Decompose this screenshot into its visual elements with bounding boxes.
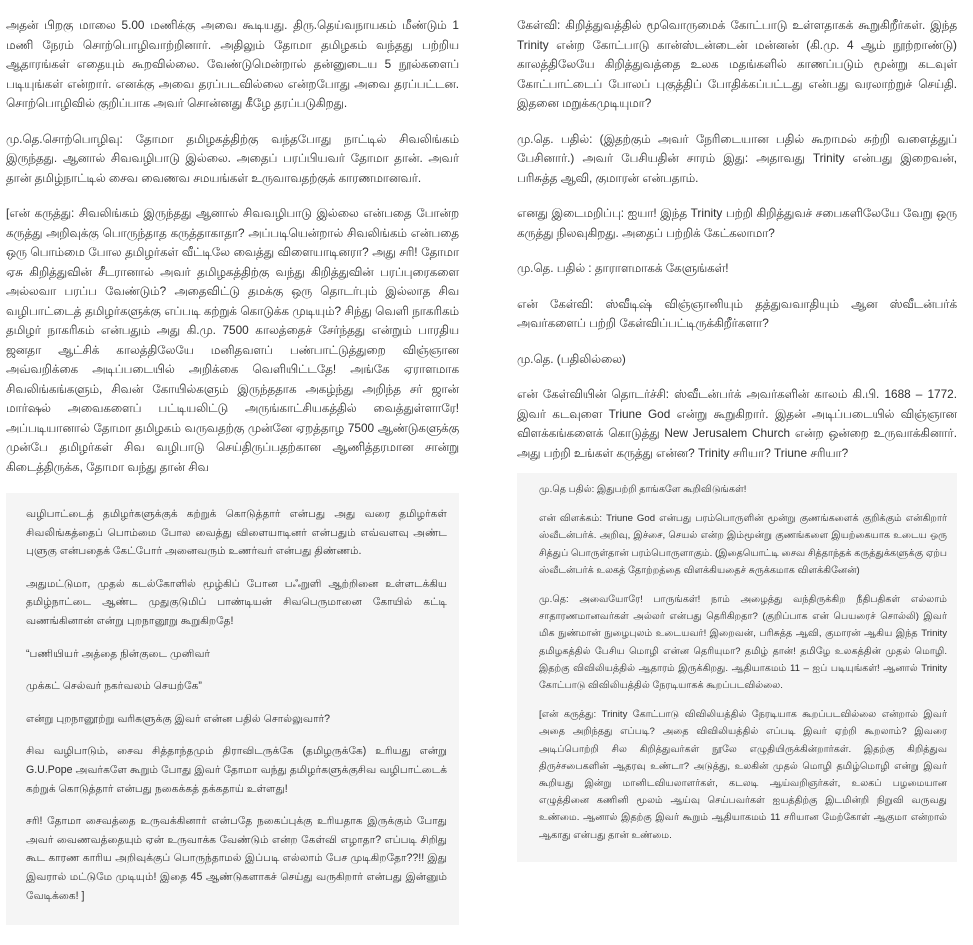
left-column xyxy=(6,16,459,925)
right-paragraph-3: எனது இடைமறிப்பு: ஐயா! இந்த Trinity பற்றி கிறித்துவச் சபைகளிலேயே வேறு ஒரு கருத்து நிலவுகிறது. அதைப் பற்றிக் கேட்கலாமா? xyxy=(517,206,957,240)
left-box-paragraph-1: வழிபாட்டைத் தமிழர்களுக்குக் கற்றுக் கொடுத்தார் என்பது அது வரை தமிழர்கள் சிவலிங்கத்தைப் பொம்மை போல வைத்து விளையாடினர் என்பதும் எவ்வளவு அண்ட புளுகு என்பதைக் கேட்போர் அனைவரும் உணர்வர் என்பது திண்ணம். xyxy=(26,508,447,558)
right-paragraph-1: கேள்வி: கிறித்துவத்தில் மூவொருமைக் கோட்பாடு உள்ளதாகக் கூறுகிறீர்கள். இந்த Trinity என்ற கோட்பாடு கான்ஸ்டன்டைன் மன்னன் (கி.மு. 4 ஆம் நூற்றாண்டு) காலத்திலேயே கிறித்துவத்தை உலக மதங்களில் காணப்படும் மூன்று கடவுள் கோட்பாட்டைப் போலப் புகுத்திப் போதிக்கப்பட்டது என்பது வரலாற்றுச் செய்தி. இதனை மறுக்கமுடியுமா? xyxy=(517,18,957,110)
left-box-quote-line-1: “பணியியர் அத்தை நின்குடை முனிவர் xyxy=(26,647,211,660)
right-box-paragraph-3: மு.தெ: அவையோரே! பாருங்கள்! நாம் அழைத்து வந்திருக்கிற நீதிபதிகள் எல்லாம் சாதாரணமானவர்கள் அல்லர் என்பது தெரிகிறதா? (குறிப்பாக என் பெயரைச் சொல்லி) இவர் மிக நுண்மான் நுழைபுலம் உடையவர்! இறைவன், பரிசுத்த ஆவி, குமாரன் ஆகிய இந்த Trinity தமிழகத்தில் பேசிய மொழி என்ன தெரியுமா? தமிழ் தான்! தமிழே உலகத்தின் முதல் மொழி. இதற்கு விவிலியத்தில் ஆதாரம் இருக்கிறது. ஆதியாகமம் 11 – ஐப் படியுங்கள்! ஆனால் Trinity கோட்பாடு விவிலியத்தில் நேரடியாகக் கூறப்படவில்லை. xyxy=(539,594,947,692)
right-box-paragraph-1: மு.தெ பதில்: இதுபற்றி தாங்களே கூறிவிடுங்கள்! xyxy=(539,484,747,495)
left-paragraph-3: [என் கருத்து: சிவலிங்கம் இருந்தது ஆனால் சிவவழிபாடு இல்லை என்பதை போன்ற கருத்து அறிவுக்கு பொருந்தாத கருத்தாகாதா? அப்படியென்றால் சிவலிங்கம் என்பதை ஒரு பொம்மை போல தமிழர்கள் வீட்டிலே வைத்து விளையாடினரா? அது சரி! தோமா ஏசு கிறித்துவின் சீடரானால் அவர் தமிழகத்திற்கு வந்து கிறித்துவின் பரப்புரைகளை அல்லவா பரப்ப வேண்டும்? அதைவிட்டு தமக்கு ஒரு தொடர்பும் இல்லாத சிவ வழிபாட்டைத் தமிழர்களுக்கு எப்படி கற்றுக் கொடுக்க முடியும்? சிந்து வெளி நாகரிகம் தமிழர் நாகரிகம் என்பதும் அது கி.மு. 7500 காலத்தைச் சேர்ந்தது என்றும் பாரதிய ஜனதா ஆட்சிக் காலத்திலேயே மனிதவளப் பண்பாட்டுத்துறை விஞ்ஞான அவ்வறிக்கை அடிப்படையில் அறிக்கை வெளியிட்டதே! அங்கே ஏராளமாக சிவலிங்கங்களும், சிவன் கோயில்களும் இருந்ததாக அகழ்ந்து அறிந்த சர் ஜான் மார்ஷல் அவைகளைப் பட்டியலிட்டு அருங்காட்சியகத்தில் வைத்துள்ளாரே! அப்படியானால் தோமா தமிழகம் வருவதற்கு முன்னே ஏறத்தாழ 7500 ஆண்டுகளுக்கு முன்பே தமிழர்கள் சிவ வழிபாடு செய்திருப்பதற்கான ஆணித்தரமான சான்று கிடைத்திருக்க, தோமா வந்து தான் சிவ xyxy=(6,206,459,474)
left-paragraph-2: மு.தெ.சொற்பொழிவு: தோமா தமிழகத்திற்கு வந்தபோது நாட்டில் சிவலிங்கம் இருந்தது. ஆனால் சிவவழிபாடு இல்லை. அதைப் பரப்பியவர் தோமா தான். அவர் தான் தமிழ்நாட்டில் சைவ வைணவ சமயங்கள் உருவாவதற்குக் காரணமானவர். xyxy=(6,131,459,185)
right-paragraph-2: மு.தெ. பதில்: (இதற்கும் அவர் நேரிடையான பதில் கூறாமல் சுற்றி வளைத்துப் பேசினார்.) அவர் பேசியதின் சாரம் இது: அதாவது Trinity என்பது இறைவன், பரிசுத்த ஆவி, குமாரன் என்பதாம். xyxy=(517,131,957,185)
right-box-paragraph-4: [என் கருத்து: Trinity கோட்பாடு விவிலியத்தில் நேரடியாக கூறப்படவில்லை என்றால் இவர் அதை அறிந்தது எப்படி? அதை விவிலியத்தில் எப்படி இவர் ஏற்றி கூறலாம்? இவரை அடிப்பொற்றி சில கிறித்துவர்கள் நூலே எழுதியிருக்கின்றார்கள். இதற்கு கிறித்துவ திருச்சபைகளின் ஆதரவு உண்டா? அடுத்து, உலகின் முதல் மொழி தமிழ்மொழி என்று இவர் கூறியது இன்று மானிடவியலாளர்கள், கடலடி ஆய்வறிஞர்கள், உலகப் பழமையான எழுத்தினை கணினி மூலம் ஆய்வு செய்பவர்கள் ஐயத்திற்கு இடமின்றி நிறுவி வருவது உண்மை. ஆனால் இதற்கு இவர் கூறும் ஆதியாகமம் 11 சரியான மேற்கோள் ஆகுமா என்றால் ஆகாது என்பது தான் உண்மை. xyxy=(539,709,947,841)
right-paragraph-6: மு.தெ. (பதிலில்லை) xyxy=(517,351,626,366)
left-box-paragraph-2: அதுமட்டுமா, முதல் கடல்கோளில் மூழ்கிப் போன பஃறுளி ஆற்றினை உள்ளடக்கிய தமிழ்நாட்டை ஆண்ட முதுகுடுமிப் பாண்டியன் சிவபெருமானை கோயில் கட்டி வணங்கினான் என்று புறநானூறு கூறுகிறதே! xyxy=(26,577,447,627)
right-comment-box xyxy=(517,473,957,862)
right-paragraph-4: மு.தெ. பதில் : தாராளமாகக் கேளுங்கள்! xyxy=(517,261,729,275)
right-paragraph-5: என் கேள்வி: ஸ்வீடிஷ் விஞ்ஞானியும் தத்துவவாதியும் ஆன ஸ்வீடன்பர்க் அவர்களைப் பற்றி கேள்விப்பட்டிருக்கிறீர்களா? xyxy=(517,296,957,330)
left-box-paragraph-4: சிவ வழிபாடும், சைவ சித்தாந்தமும் திராவிடருக்கே (தமிழருக்கே) உரியது என்று G.U.Pope அவர்களே கூறும் போது இவர் தோமா வந்து தமிழர்களுக்குசிவ வழிபாட்டைக் கற்றுக் கொடுத்தார் என்பது நகைக்கத் தக்கதாய் உள்ளது! xyxy=(26,745,447,795)
left-box-quote-line-2: முக்கட் செல்வர் நகர்வலம் செயற்கே” xyxy=(26,680,202,693)
left-box-paragraph-5: சரி! தோமா சைவத்தை உருவக்கினார் என்பதே நகைப்புக்கு உரியதாக இருக்கும் போது அவர் வைணவத்தையும் ஏன் உருவாக்க வேண்டும் என்ற கேள்வி எழாதா? எப்படி சிறிது கூட காரண காரிய அறிவுக்குப் பொருந்தாமல் இப்படி எல்லாம் பேச முடிகிறதோ??!! இது இவரால் மட்டுமே முடியும்! இதை 45 ஆண்டுகளாகச் செய்து வருகிறார் என்பது இன்னும் வேடிக்கை! ] xyxy=(26,815,447,902)
right-box-paragraph-2: என் விளக்கம்: Triune God என்பது பரம்பொருளின் மூன்று குணங்களைக் குறிக்கும் என்கிறார் ஸ்வீடன்பர்க். அறிவு, இச்சை, செயல் என்ற இம்மூன்று குணங்களை இயற்கையாக உடைய ஒரு சித்துப் பொருள்தான் பரம்பொருளாகும். (இதையொட்டி சைவ சித்தாந்தக் கருத்துக்களுக்கு ஏற்ப ஸ்வீடன்பர்க் உலகத் தோற்றத்தை விளக்கியதைச் சுருக்கமாக விளக்கினேன்) xyxy=(539,513,947,576)
right-paragraph-7: என் கேள்வியின் தொடர்ச்சி: ஸ்வீடன்பர்க் அவர்களின் காலம் கி.பி. 1688 – 1772. இவர் கடவுளை Triune God என்று கூறுகிறார். இதன் அடிப்படையில் விஞ்ஞான விளக்கங்களைக் கொடுத்து New Jerusalem Church என்ற ஒன்றை உருவாக்கினார். அது பற்றி உங்கள் கருத்து என்ன? Trinity சரியா? Triune சரியா? xyxy=(517,387,957,460)
left-comment-box xyxy=(6,493,459,925)
left-box-paragraph-3: என்று புறநானூற்று வரிகளுக்கு இவர் என்ன பதில் சொல்லுவார்? xyxy=(26,712,331,725)
left-paragraph-1: அதன் பிறகு மாலை 5.00 மணிக்கு அவை கூடியது. திரு.தெய்வநாயகம் மீண்டும் 1 மணி நேரம் சொற்பொழிவாற்றினார். அதிலும் தோமா தமிழகம் வந்தது பற்றிய ஆதாரங்கள் எதையும் கூறவில்லை. வேண்டுமென்றால் தன்னுடைய 5 நூல்களைப் படியுங்கள் என்றார். எனக்கு அவை தரப்படவில்லை என்றபோது அவை தரப்பட்டன. சொற்பொழிவில் குறிப்பாக அவர் சொன்னது கீழே தரப்படுகிறது. xyxy=(6,18,459,110)
right-column xyxy=(517,16,957,862)
